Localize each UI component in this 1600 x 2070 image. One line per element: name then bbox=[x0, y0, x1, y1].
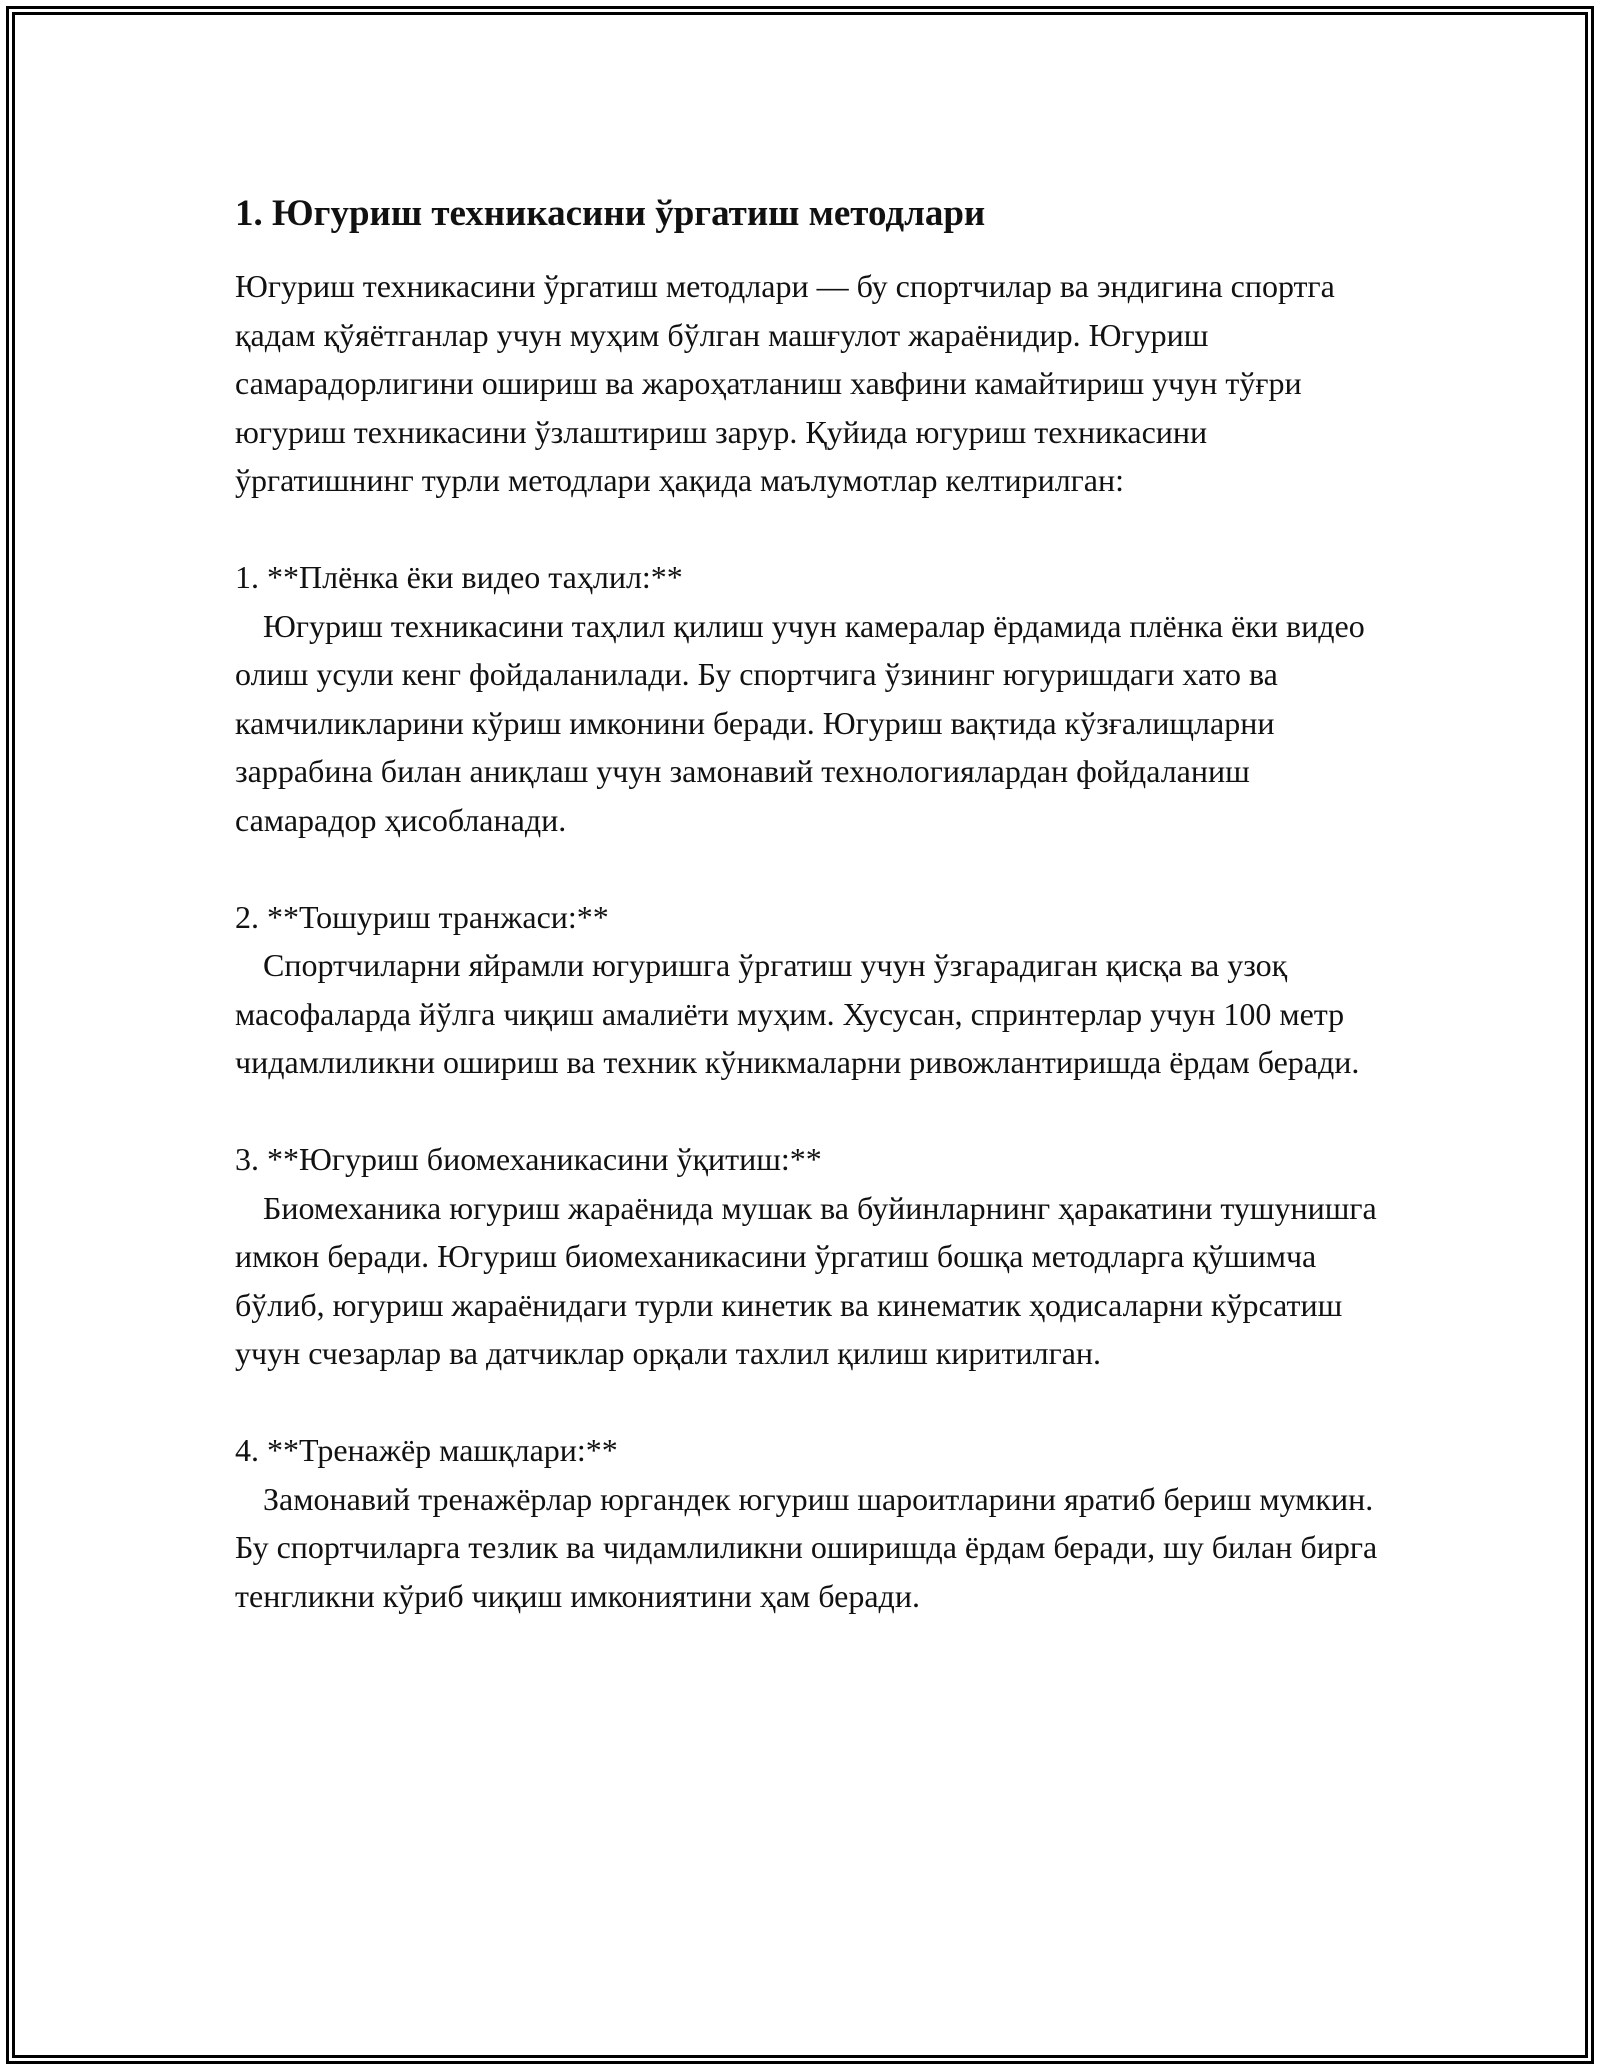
method-section-biomechanics bbox=[235, 1135, 1385, 1378]
section-body: Замонавий тренажёрлар юргандек югуриш шароитларини яратиб бериш мумкин. Бу спортчиларга тезлик ва чидамлиликни оширишда ёрдам беради, шу билан бирга тенгликни кўриб чиқиш имкониятини ҳам беради. bbox=[235, 1480, 1378, 1614]
intro-paragraph: Югуриш техникасини ўргатиш методлари — бу спортчилар ва эндигина спортга қадам қўяётганлар учун муҳим бўлган машғулот жараёнидир. Югуриш самарадорлигини ошириш ва жароҳатланиш хавфини камайтириш учун тўғри югуриш техникасини ўзлаштириш зарур. Қуйида югуриш техникасини ўргатишнинг турли методлари ҳақида маълумотлар келтирилган: bbox=[235, 268, 1335, 498]
section-title: 2. **Тошуриш транжаси:** bbox=[235, 898, 609, 935]
method-section-trainer-exercises bbox=[235, 1426, 1385, 1620]
method-section-distance-practice bbox=[235, 893, 1385, 1087]
section-title: 1. **Плёнка ёки видео таҳлил:** bbox=[235, 559, 683, 595]
section-body: Спортчиларни яйрамли югуришга ўргатиш учун ўзгарадиган қисқа ва узоқ масофаларда йўлга чиқиш амалиёти муҳим. Хусусан, спринтерлар учун 100 метр чидамлиликни ошириш ва техник кўникмаларни ривожлантиришда ёрдам беради. bbox=[235, 947, 1360, 1080]
document-heading: 1. Югуриш техникасини ўргатиш методлари bbox=[235, 193, 986, 234]
section-title: 4. **Тренажёр машқлари:** bbox=[235, 1432, 618, 1468]
section-body: Югуриш техникасини таҳлил қилиш учун камералар ёрдамида плёнка ёки видео олиш усули кенг фойдаланилади. Бу спортчига ўзининг югуришдаги хато ва камчиликларини кўриш имконини беради. Югуриш вақтида кўзғалищларни заррабина билан аниқлаш учун замонавий технологиялардан фойдаланиш самарадор ҳисобланади. bbox=[235, 607, 1365, 838]
section-title: 3. **Югуриш биомеханикасини ўқитиш:** bbox=[235, 1141, 822, 1177]
section-body: Биомеханика югуриш жараёнида мушак ва буйинларнинг ҳаракатини тушунишга имкон беради. Югуриш биомеханикасини ўргатиш бошқа методларга қўшимча бўлиб, югуриш жараёнидаги турли кинетик ва кинематик ҳодисаларни кўрсатиш учун счезарлар ва датчиклар орқали тахлил қилиш киритилган. bbox=[235, 1189, 1377, 1371]
document-body bbox=[235, 186, 1385, 1669]
method-section-film-video bbox=[235, 553, 1385, 844]
